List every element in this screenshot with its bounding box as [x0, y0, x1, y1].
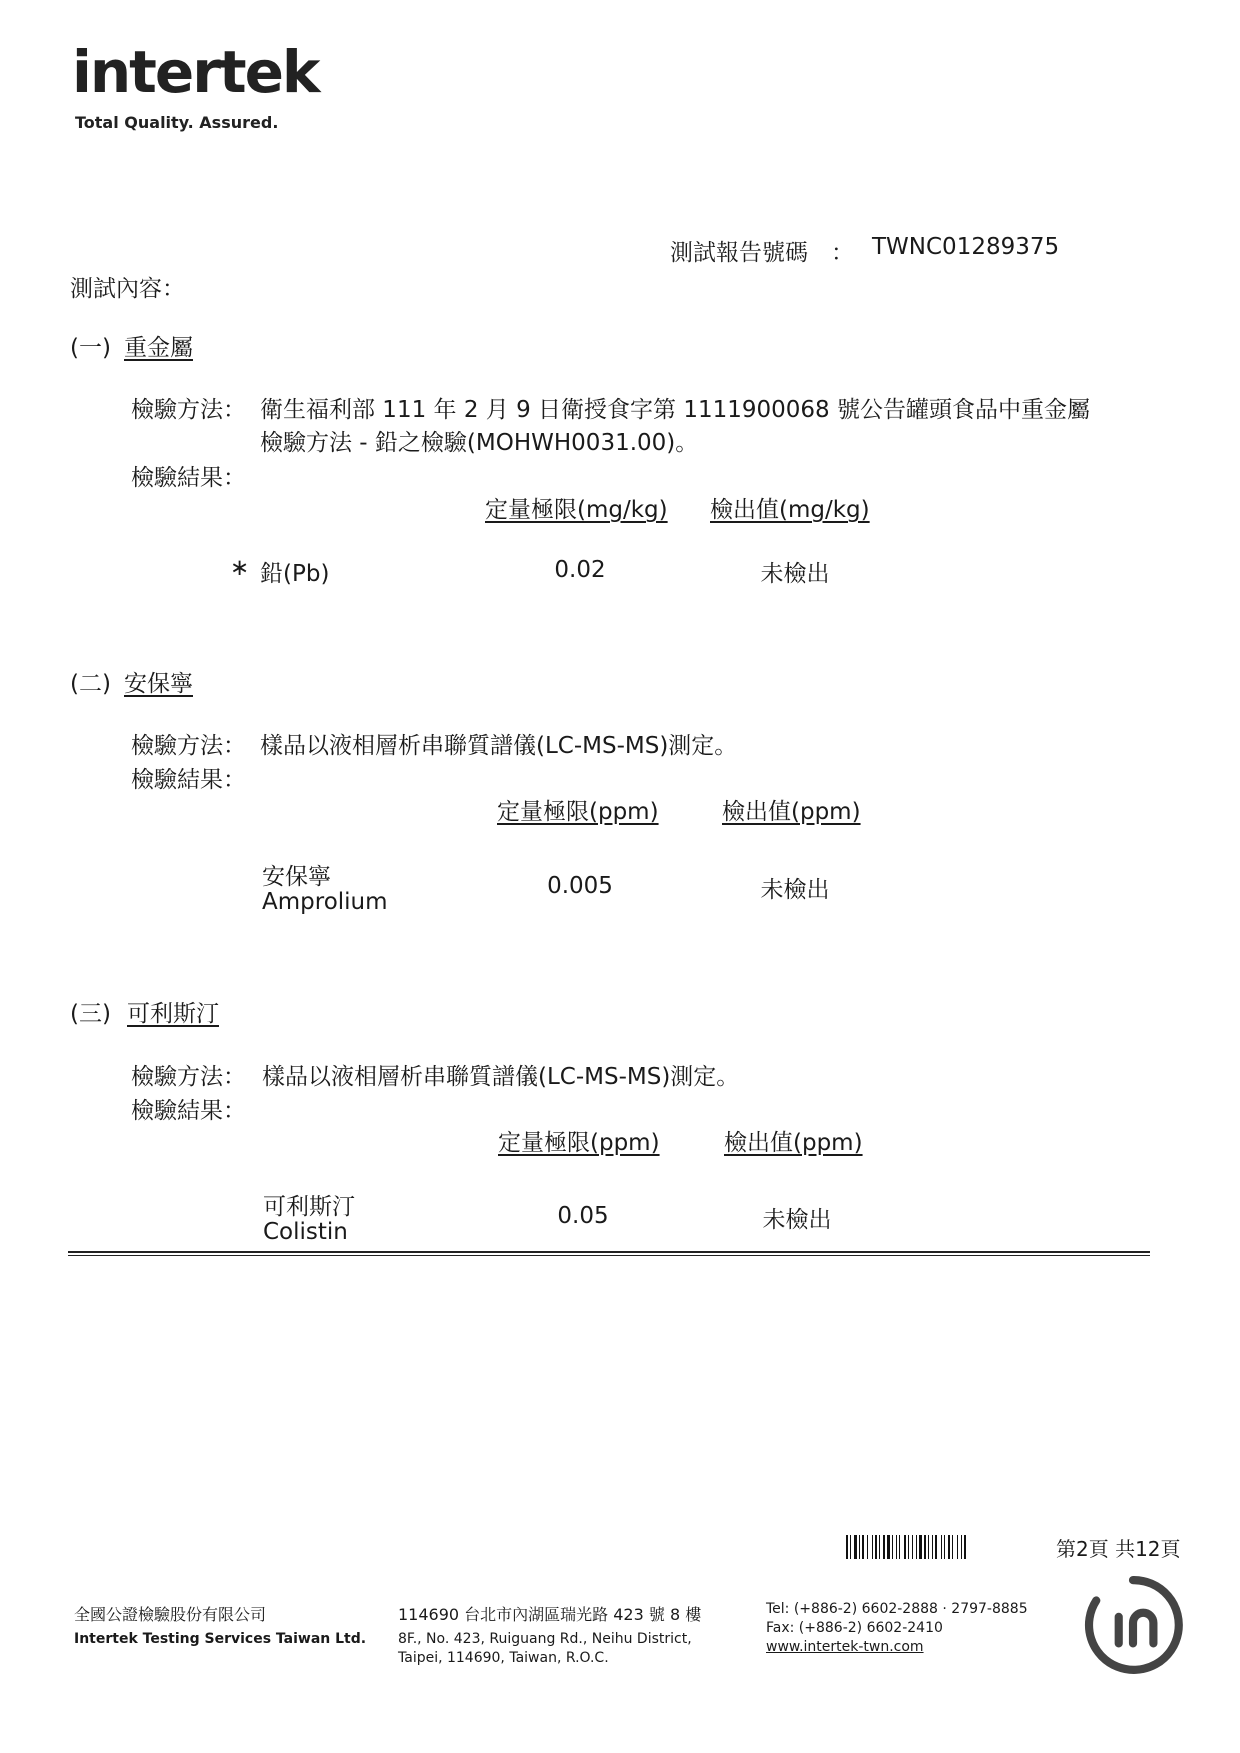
- section-2-loq-value: 0.005: [547, 873, 613, 899]
- section-1-result-label: 檢驗結果：: [131, 465, 246, 491]
- section-3-col-loq: 定量極限(ppm): [498, 1130, 660, 1156]
- section-1-col-loq: 定量極限(mg/kg): [485, 497, 668, 523]
- section-1-col-value: 檢出值(mg/kg): [710, 497, 870, 523]
- section-2-method-label: 檢驗方法：: [131, 733, 246, 759]
- section-2-analyte-en: Amprolium: [262, 889, 388, 915]
- address-zh: 114690 台北市內湖區瑞光路 423 號 8 樓: [398, 1605, 702, 1624]
- company-name-zh: 全國公證檢驗股份有限公司: [74, 1605, 267, 1624]
- address-en-line2: Taipei, 114690, Taiwan, R.O.C.: [398, 1650, 609, 1666]
- section-1-number: (一): [70, 335, 111, 361]
- address-en-line1: 8F., No. 423, Ruiguang Rd., Neihu District,: [398, 1631, 692, 1647]
- section-1-result-value: 未檢出: [760, 561, 830, 587]
- section-1-heading: 重金屬: [124, 335, 193, 361]
- section-3-method-line1: 樣品以液相層析串聯質譜儀(LC-MS-MS)測定。: [262, 1064, 740, 1090]
- section-3-result-value: 未檢出: [762, 1207, 832, 1233]
- report-number-label: 測試報告號碼 ：: [670, 240, 854, 266]
- barcode: [846, 1535, 1042, 1559]
- section-3-analyte-zh: 可利斯汀: [263, 1194, 355, 1220]
- intertek-logo: intertek: [72, 38, 319, 106]
- test-content-label: 測試內容：: [70, 276, 185, 302]
- logo-tagline: Total Quality. Assured.: [75, 113, 279, 132]
- section-3-analyte-en: Colistin: [263, 1219, 348, 1245]
- telephone: Tel: (+886-2) 6602-2888 · 2797-8885: [766, 1601, 1028, 1617]
- section-2-result-value: 未檢出: [760, 877, 830, 903]
- section-1-method-line1: 衛生福利部 111 年 2 月 9 日衛授食字第 1111900068 號公告罐頭食品中重金屬: [260, 397, 1090, 423]
- company-name-en: Intertek Testing Services Taiwan Ltd.: [74, 1631, 367, 1647]
- end-rule-thick: [68, 1251, 1150, 1253]
- section-2-analyte-zh: 安保寧: [262, 864, 331, 890]
- asterisk-mark: ∗: [230, 555, 250, 581]
- section-1-analyte: 鉛(Pb): [260, 561, 330, 587]
- section-1-method-label: 檢驗方法：: [131, 397, 246, 423]
- section-3-col-value: 檢出值(ppm): [724, 1130, 863, 1156]
- report-number: TWNC01289375: [872, 234, 1060, 260]
- section-2-heading: 安保寧: [124, 671, 193, 697]
- section-2-number: (二): [70, 671, 111, 697]
- section-2-result-label: 檢驗結果：: [131, 767, 246, 793]
- section-2-col-loq: 定量極限(ppm): [497, 799, 659, 825]
- section-3-heading: 可利斯汀: [127, 1001, 219, 1027]
- section-3-result-label: 檢驗結果：: [131, 1098, 246, 1124]
- fax: Fax: (+886-2) 6602-2410: [766, 1620, 943, 1636]
- end-rule-thin: [68, 1255, 1150, 1256]
- section-2-col-value: 檢出值(ppm): [722, 799, 861, 825]
- section-1-method-line2: 檢驗方法 - 鉛之檢驗(MOHWH0031.00)。: [260, 430, 699, 456]
- section-1-loq-value: 0.02: [554, 557, 606, 583]
- website-link[interactable]: www.intertek-twn.com: [766, 1639, 924, 1655]
- intertek-circle-logo-icon: [1082, 1574, 1184, 1676]
- section-2-method-line1: 樣品以液相層析串聯質譜儀(LC-MS-MS)測定。: [260, 733, 738, 759]
- section-3-method-label: 檢驗方法：: [131, 1064, 246, 1090]
- page-number: 第2頁 共12頁: [1056, 1537, 1181, 1561]
- section-3-number: (三): [70, 1001, 111, 1027]
- section-3-loq-value: 0.05: [557, 1203, 609, 1229]
